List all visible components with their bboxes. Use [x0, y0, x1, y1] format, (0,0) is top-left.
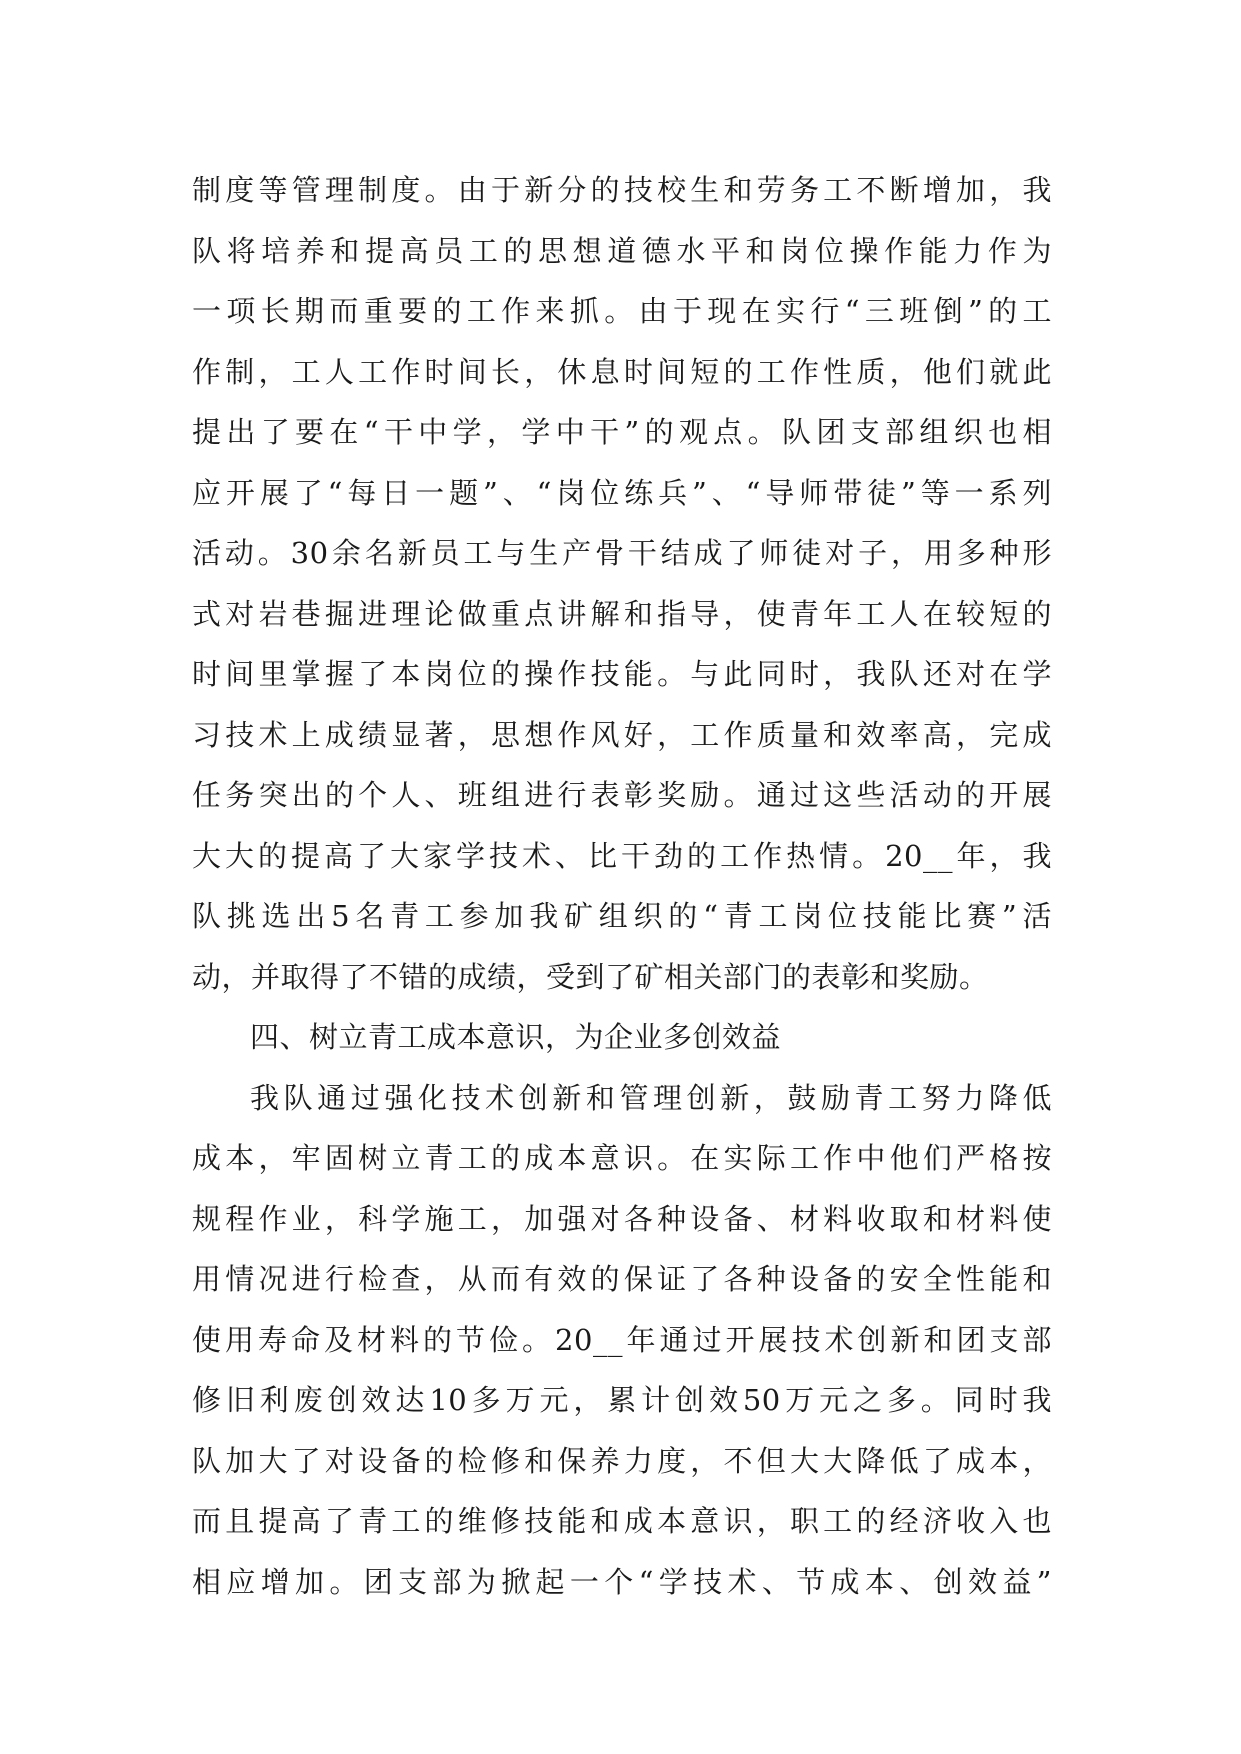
paragraph-training	[192, 160, 1052, 1007]
text-line: 队加大了对设备的检修和保养力度，不但大大降低了成本，	[192, 1443, 1052, 1478]
text-line: 成本，牢固树立青工的成本意识。在实际工作中他们严格按	[192, 1141, 1052, 1175]
text-line: 时间里掌握了本岗位的操作技能。与此同时，我队还对在学	[192, 657, 1052, 691]
text-line: 规程作业，科学施工，加强对各种设备、材料收取和材料使	[192, 1201, 1052, 1236]
text-line: 而且提高了青工的维修技能和成本意识，职工的经济收入也	[192, 1504, 1052, 1538]
text-line: 制度等管理制度。由于新分的技校生和劳务工不断增加，我	[192, 173, 1052, 207]
section-heading	[192, 1007, 1052, 1068]
text-line: 修旧利废创效达10多万元，累计创效50万元之多。同时我	[192, 1383, 1052, 1417]
text-line: 一项长期而重要的工作来抓。由于现在实行“三班倒”的工	[192, 294, 1052, 328]
text-line: 使用寿命及材料的节俭。20__年通过开展技术创新和团支部	[192, 1322, 1052, 1357]
text-line: 习技术上成绩显著，思想作风好，工作质量和效率高，完成	[192, 717, 1052, 752]
text-line: 式对岩巷掘进理论做重点讲解和指导，使青年工人在较短的	[192, 596, 1052, 631]
text-line: 任务突出的个人、班组进行表彰奖励。通过这些活动的开展	[192, 778, 1052, 812]
text-line: 我队通过强化技术创新和管理创新，鼓励青工努力降低	[250, 1080, 1052, 1115]
paragraph-cost-awareness	[192, 1068, 1052, 1613]
text-line: 动，并取得了不错的成绩，受到了矿相关部门的表彰和奖励。	[192, 959, 989, 994]
section-heading-text: 四、树立青工成本意识，为企业多创效益	[250, 1020, 782, 1054]
text-line: 相应增加。团支部为掀起一个“学技术、节成本、创效益”	[192, 1564, 1052, 1599]
text-line: 用情况进行检查，从而有效的保证了各种设备的安全性能和	[192, 1262, 1052, 1296]
text-line: 活动。30余名新员工与生产骨干结成了师徒对子，用多种形	[192, 536, 1052, 570]
text-line: 作制，工人工作时间长，休息时间短的工作性质，他们就此	[192, 354, 1052, 389]
text-line: 大大的提高了大家学技术、比干劲的工作热情。20__年，我	[192, 838, 1052, 873]
text-line: 队将培养和提高员工的思想道德水平和岗位操作能力作为	[192, 233, 1052, 268]
text-line: 提出了要在“干中学，学中干”的观点。队团支部组织也相	[192, 415, 1052, 449]
document-body	[192, 160, 1052, 1612]
text-line: 应开展了“每日一题”、“岗位练兵”、“导师带徒”等一系列	[192, 475, 1052, 510]
text-line: 队挑选出5名青工参加我矿组织的“青工岗位技能比赛”活	[192, 899, 1052, 933]
